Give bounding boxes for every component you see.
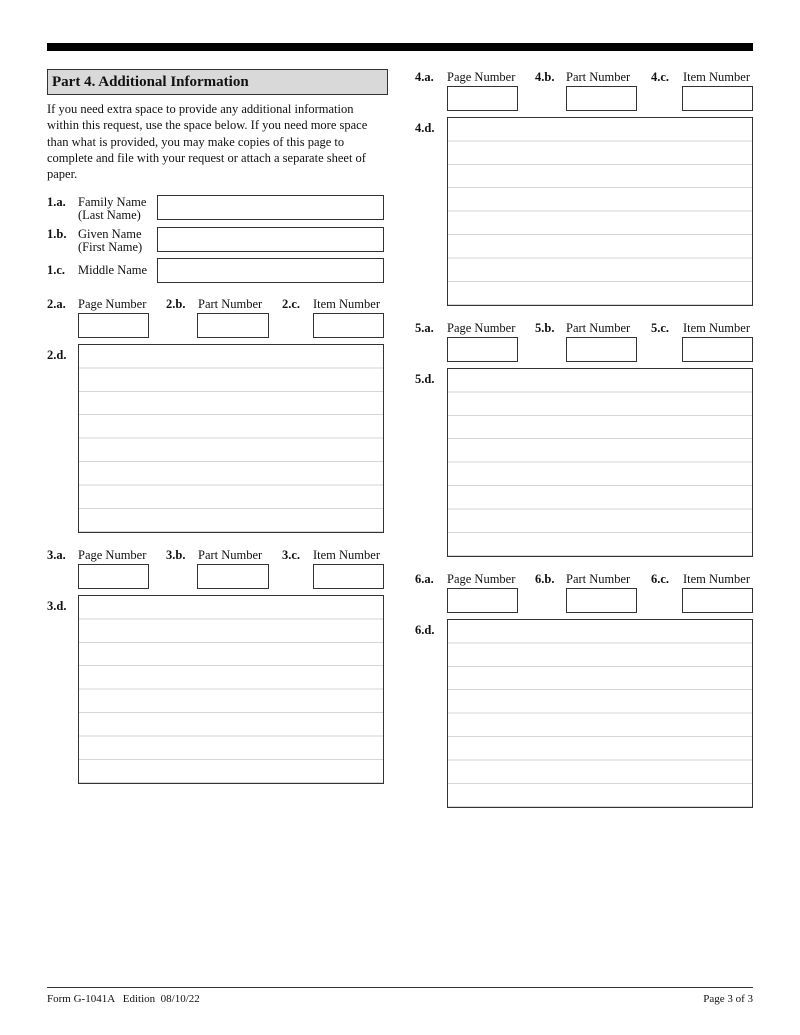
item-4c-number: 4.c. <box>651 70 670 84</box>
item-number-field-6[interactable] <box>682 588 753 613</box>
item-number-field-2[interactable] <box>313 313 384 338</box>
item-3d-number: 3.d. <box>47 599 67 613</box>
item-6c-number: 6.c. <box>651 572 670 586</box>
item-1b-label: Given Name <box>78 227 142 241</box>
item-1c-number: 1.c. <box>47 263 66 277</box>
item-6a-number: 6.a. <box>415 572 434 586</box>
item-3b-label: Part Number <box>198 548 263 562</box>
item-2c-label: Item Number <box>313 297 380 311</box>
part-number-field-4[interactable] <box>566 86 637 111</box>
item-5a-label: Page Number <box>447 321 516 335</box>
form-edition: Form G-1041A Edition 08/10/22 <box>47 993 200 1005</box>
additional-info-textarea-3[interactable] <box>78 595 384 784</box>
item-4c-label: Item Number <box>683 70 750 84</box>
additional-info-textarea-4[interactable] <box>447 117 753 306</box>
part-number-field-5[interactable] <box>566 337 637 362</box>
item-5a-number: 5.a. <box>415 321 434 335</box>
item-1a-number: 1.a. <box>47 195 66 209</box>
item-4d-number: 4.d. <box>415 121 435 135</box>
page-indicator: Page 3 of 3 <box>703 993 753 1005</box>
item-3c-number: 3.c. <box>282 548 301 562</box>
item-number-field-5[interactable] <box>682 337 753 362</box>
item-6c-label: Item Number <box>683 572 750 586</box>
family-name-field[interactable] <box>157 195 384 220</box>
item-2a-label: Page Number <box>78 297 147 311</box>
item-4a-label: Page Number <box>447 70 516 84</box>
additional-info-textarea-5[interactable] <box>447 368 753 557</box>
page-number-field-2[interactable] <box>78 313 149 338</box>
footer-rule <box>47 987 753 988</box>
part-4-instructions: If you need extra space to provide any additional information within this request, use the space below. If you need more space than what is provided, you may make copies of this page to complete and file with your request or attach a separate sheet of paper. <box>47 102 368 182</box>
item-1c-label: Middle Name <box>78 263 148 277</box>
additional-info-textarea-2[interactable] <box>78 344 384 533</box>
item-6d-number: 6.d. <box>415 623 435 637</box>
additional-info-textarea-6[interactable] <box>447 619 753 808</box>
item-2b-number: 2.b. <box>166 297 186 311</box>
item-1b-number: 1.b. <box>47 227 67 241</box>
middle-name-field[interactable] <box>157 258 384 283</box>
part-4-header: Part 4. Additional Information <box>47 69 388 95</box>
page-number-field-5[interactable] <box>447 337 518 362</box>
item-5d-number: 5.d. <box>415 372 435 386</box>
item-4b-number: 4.b. <box>535 70 555 84</box>
item-number-field-4[interactable] <box>682 86 753 111</box>
item-3a-label: Page Number <box>78 548 147 562</box>
part-number-field-6[interactable] <box>566 588 637 613</box>
item-5c-number: 5.c. <box>651 321 670 335</box>
part-number-field-3[interactable] <box>197 564 269 589</box>
given-name-field[interactable] <box>157 227 384 252</box>
item-2b-label: Part Number <box>198 297 263 311</box>
item-6b-number: 6.b. <box>535 572 555 586</box>
item-3a-number: 3.a. <box>47 548 66 562</box>
item-2c-number: 2.c. <box>282 297 301 311</box>
item-4b-label: Part Number <box>566 70 631 84</box>
item-5c-label: Item Number <box>683 321 750 335</box>
item-5b-number: 5.b. <box>535 321 555 335</box>
item-6b-label: Part Number <box>566 572 631 586</box>
item-1a-label: Family Name <box>78 195 147 209</box>
item-2a-number: 2.a. <box>47 297 66 311</box>
item-6a-label: Page Number <box>447 572 516 586</box>
item-4a-number: 4.a. <box>415 70 434 84</box>
item-2d-number: 2.d. <box>47 348 67 362</box>
page-number-field-3[interactable] <box>78 564 149 589</box>
item-5b-label: Part Number <box>566 321 631 335</box>
item-3b-number: 3.b. <box>166 548 186 562</box>
top-rule <box>47 43 753 51</box>
item-3c-label: Item Number <box>313 548 380 562</box>
item-1b-sublabel: (First Name) <box>78 240 143 254</box>
page-number-field-4[interactable] <box>447 86 518 111</box>
item-1a-sublabel: (Last Name) <box>78 208 141 222</box>
page-number-field-6[interactable] <box>447 588 518 613</box>
part-number-field-2[interactable] <box>197 313 269 338</box>
item-number-field-3[interactable] <box>313 564 384 589</box>
